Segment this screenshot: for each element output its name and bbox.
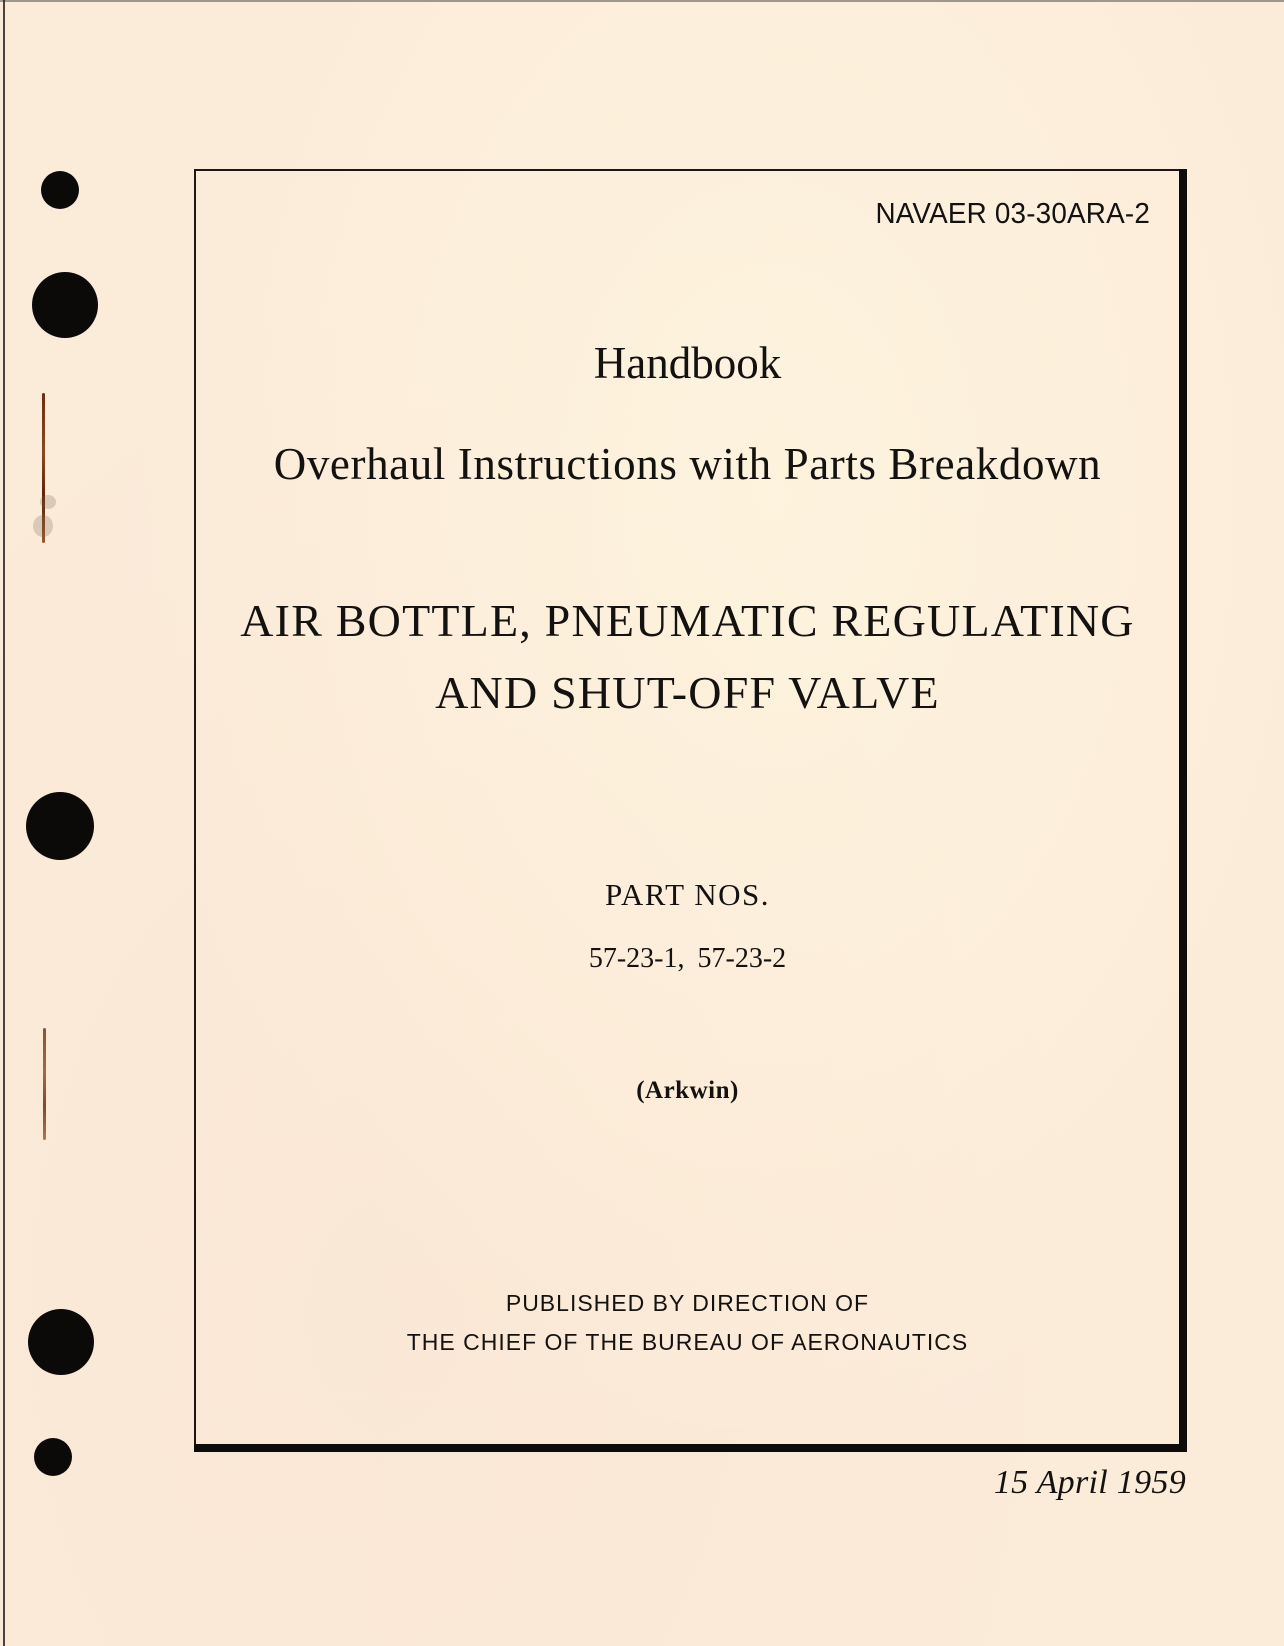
publisher-line-1: PUBLISHED BY DIRECTION OF xyxy=(505,1290,870,1316)
rust-staple-mark-2 xyxy=(43,1028,46,1140)
document-number: NAVAER 03-30ARA-2 xyxy=(875,198,1150,230)
part-numbers: 57-23-1, 57-23-2 xyxy=(588,943,787,974)
rust-stain xyxy=(40,495,56,509)
punch-hole-5 xyxy=(34,1438,72,1476)
manufacturer: (Arkwin) xyxy=(636,1077,739,1104)
scan-top-edge xyxy=(0,0,1284,2)
punch-hole-3 xyxy=(26,792,94,860)
frame-border-top xyxy=(194,169,1187,171)
frame-border-bottom xyxy=(194,1444,1187,1452)
punch-hole-4 xyxy=(28,1309,94,1375)
punch-hole-2 xyxy=(32,272,98,338)
scan-left-edge xyxy=(3,0,5,1646)
rust-stain xyxy=(33,515,53,537)
document-type: Handbook xyxy=(593,338,782,388)
document-subtitle: Overhaul Instructions with Parts Breakdown xyxy=(273,439,1102,489)
publisher-line-2: THE CHIEF OF THE BUREAU OF AERONAUTICS xyxy=(406,1329,969,1355)
punch-hole-1 xyxy=(41,171,79,209)
document-title-line-1: AIR BOTTLE, PNEUMATIC REGULATING xyxy=(240,595,1135,646)
publication-date: 15 April 1959 xyxy=(993,1464,1186,1501)
part-nos-label: PART NOS. xyxy=(605,877,770,912)
frame-border-right xyxy=(1179,169,1187,1452)
document-title-line-2: AND SHUT-OFF VALVE xyxy=(435,667,940,718)
